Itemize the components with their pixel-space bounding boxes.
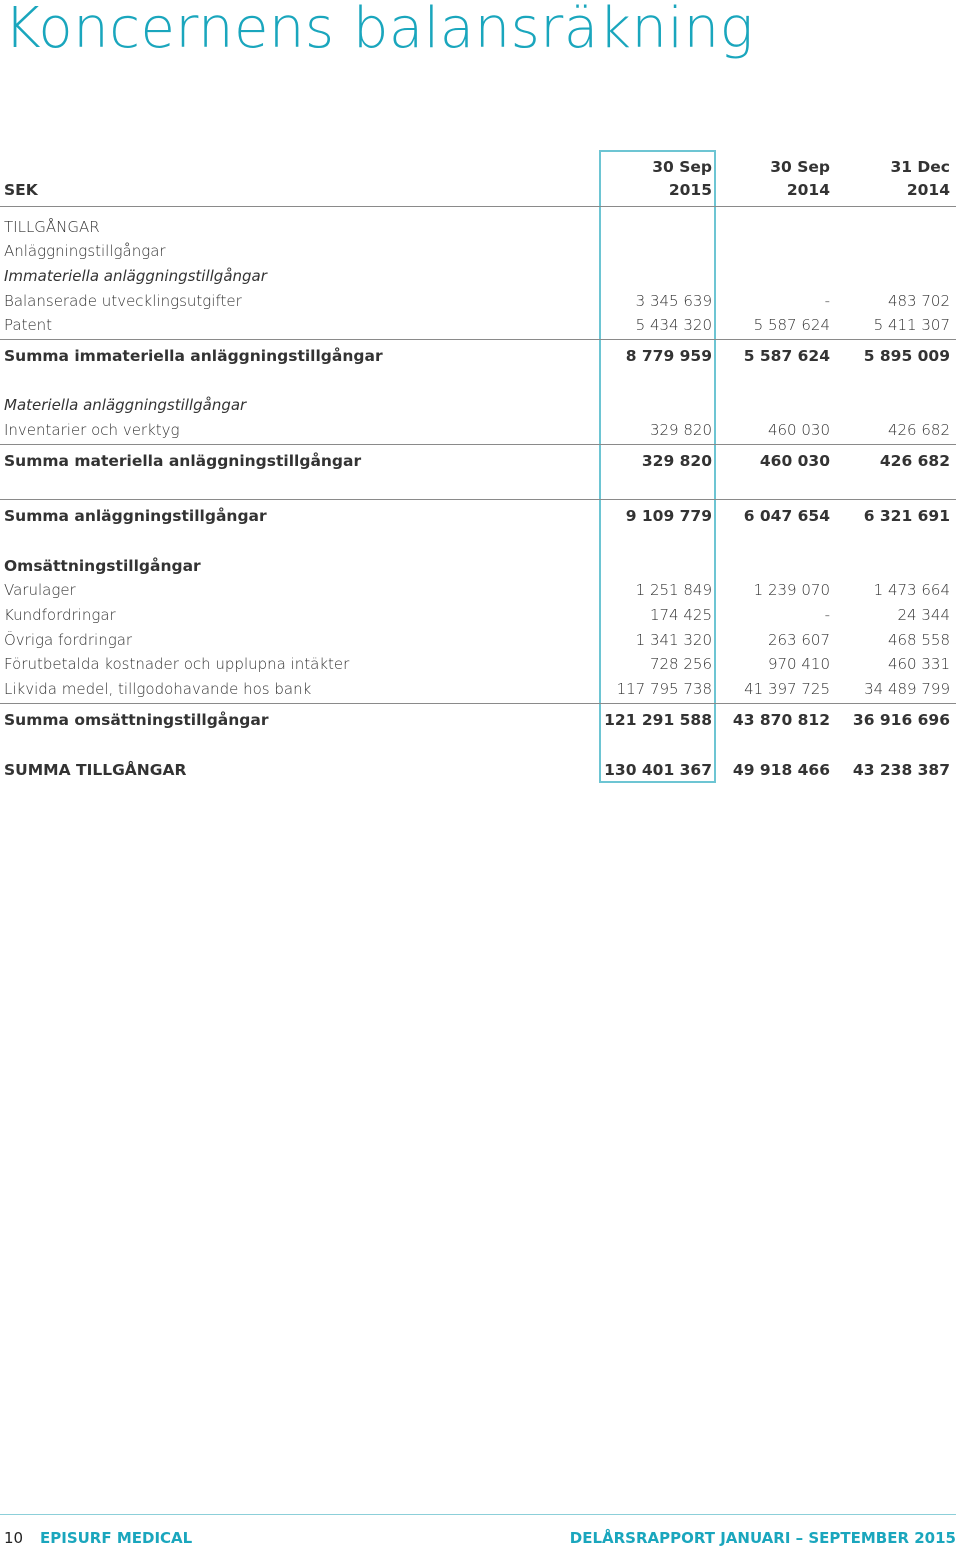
table-row [0,554,956,578]
value-col1: 1 251 849 [635,581,712,599]
row-label: Patent [4,316,53,334]
value-col1: 121 291 588 [604,711,712,729]
value-col1: 117 795 738 [616,680,712,698]
value-col2: 5 587 624 [743,347,830,365]
value-col3: 426 682 [887,421,950,439]
value-col2: 263 607 [767,631,830,649]
col3-header-line1: 31 Dec [890,158,950,176]
table-row [0,418,956,442]
value-col3: 460 331 [887,655,950,673]
col1-header-line1: 30 Sep [652,158,712,176]
value-col1: 130 401 367 [604,761,712,779]
value-col1: 728 256 [649,655,712,673]
row-label: SUMMA TILLGÅNGAR [4,761,187,779]
table-row [0,215,956,239]
value-col3: 24 344 [897,606,950,624]
table-row [0,758,956,782]
table-row [0,239,956,263]
value-col3: 36 916 696 [852,711,950,729]
value-col1: 3 345 639 [635,292,712,310]
col2-header-line2: 2014 [786,181,830,199]
row-label: Omsättningstillgångar [4,557,201,575]
page-title: Koncernens balansräkning [4,0,754,61]
value-col2: - [824,292,830,310]
value-col3: 1 473 664 [873,581,950,599]
value-col3: 43 238 387 [852,761,950,779]
subtotal-rule [0,339,956,340]
header-row-bottom [0,178,956,202]
value-col2: 460 030 [759,452,830,470]
table-row [0,708,956,732]
row-label: Summa omsättningstillgångar [4,711,269,729]
table-row [0,504,956,528]
value-col3: 468 558 [887,631,950,649]
value-col2: 970 410 [767,655,830,673]
row-label: Övriga fordringar [4,631,133,649]
table-row [0,603,956,627]
value-col1: 5 434 320 [635,316,712,334]
table-row [0,578,956,602]
value-col3: 5 895 009 [863,347,950,365]
row-label: Summa materiella anläggningstillgångar [4,452,362,470]
report-title: DELÅRSRAPPORT JANUARI – SEPTEMBER 2015 [569,1529,956,1547]
row-label: Balanserade utvecklingsutgifter [4,292,242,310]
currency-label: SEK [4,181,38,199]
company-name: EPISURF MEDICAL [40,1529,193,1547]
value-col3: 426 682 [879,452,950,470]
col3-header-line2: 2014 [906,181,950,199]
col1-header-line2: 2015 [668,181,712,199]
row-label: Materiella anläggningstillgångar [4,396,247,414]
row-label: Summa immateriella anläggningstillgångar [4,347,383,365]
subtotal-rule [0,444,956,445]
value-col1: 8 779 959 [625,347,712,365]
footer-rule [0,1514,956,1515]
value-col1: 174 425 [649,606,712,624]
row-label: Varulager [4,581,76,599]
value-col1: 9 109 779 [625,507,712,525]
value-col2: 5 587 624 [753,316,830,334]
table-row [0,289,956,313]
value-col2: 460 030 [767,421,830,439]
header-row-top [0,155,956,179]
value-col3: 5 411 307 [873,316,950,334]
value-col2: 41 397 725 [744,680,830,698]
value-col2: 1 239 070 [753,581,830,599]
value-col3: 6 321 691 [863,507,950,525]
row-label: Summa anläggningstillgångar [4,507,267,525]
table-row [0,449,956,473]
row-label: Anläggningstillgångar [4,242,166,260]
value-col1: 329 820 [649,421,712,439]
total-rule [0,499,956,500]
value-col3: 34 489 799 [864,680,950,698]
table-row [0,344,956,368]
row-label: Förutbetalda kostnader och upplupna intäkter [4,655,350,673]
row-label: Inventarier och verktyg [4,421,180,439]
table-row [0,313,956,337]
value-col2: 43 870 812 [732,711,830,729]
table-row [0,264,956,288]
row-label: TILLGÅNGAR [4,218,100,236]
value-col1: 1 341 320 [635,631,712,649]
value-col2: 49 918 466 [732,761,830,779]
table-row [0,677,956,701]
table-row [0,393,956,417]
value-col2: 6 047 654 [743,507,830,525]
value-col3: 483 702 [887,292,950,310]
table-row [0,652,956,676]
row-label: Kundfordringar [4,606,116,624]
subtotal-rule [0,703,956,704]
row-label: Likvida medel, tillgodohavande hos bank [4,680,312,698]
col2-header-line1: 30 Sep [770,158,830,176]
table-row [0,628,956,652]
header-rule [0,206,956,207]
value-col2: - [824,606,830,624]
value-col1: 329 820 [641,452,712,470]
page-number: 10 [4,1529,24,1547]
row-label: Immateriella anläggningstillgångar [4,267,267,285]
